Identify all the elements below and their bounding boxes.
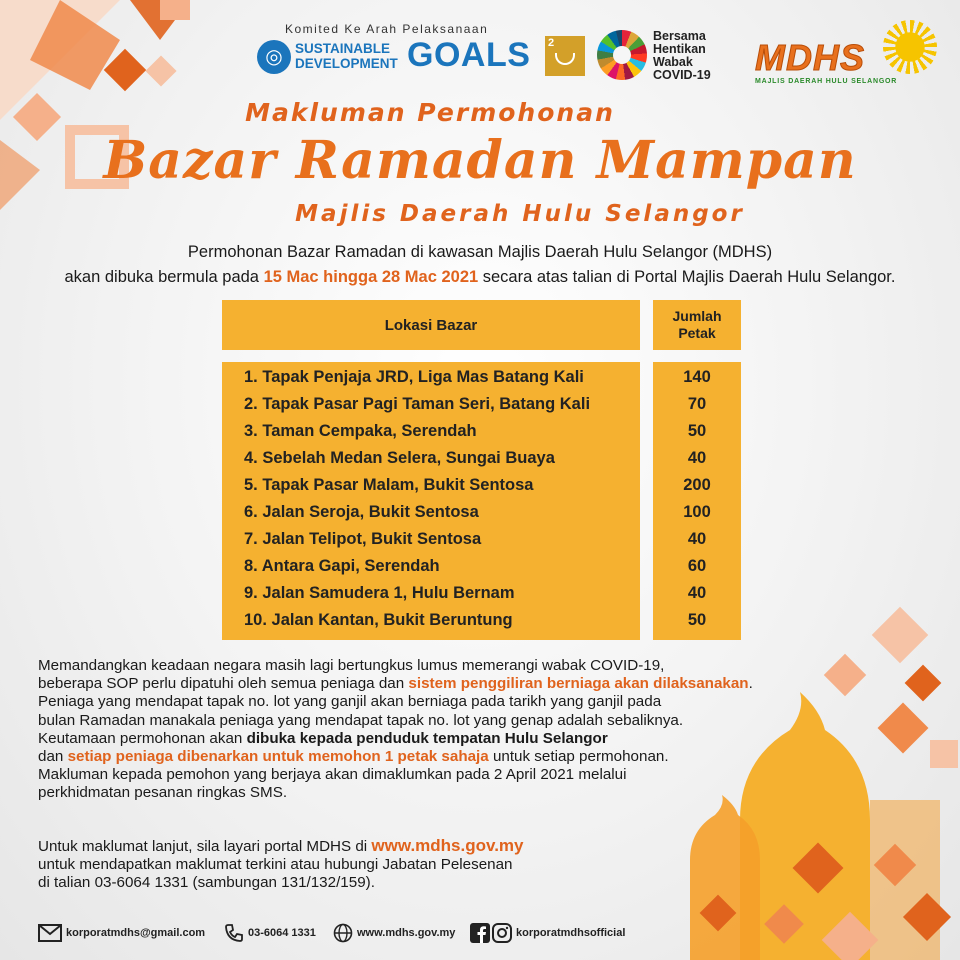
sop-line-2-text: beberapa SOP perlu dipatuhi oleh semua peniaga dan: [38, 675, 409, 693]
footer-website[interactable]: [333, 920, 455, 946]
contact-paragraph: [38, 837, 658, 893]
table-row-location: 8. Antara Gapi, Serendah: [244, 557, 440, 575]
sop-highlight-one-lot: setiap peniaga dibenarkan untuk memohon 1 petak sahaja: [67, 748, 489, 766]
sdg-line-2: DEVELOPMENT: [295, 56, 398, 71]
mdhs-logo: MDHS: [755, 37, 865, 78]
facebook-icon: [470, 923, 490, 943]
table-row-location: 2. Tapak Pasar Pagi Taman Seri, Batang Kali: [244, 395, 591, 413]
sop-line-4: bulan Ramadan manakala peniaga yang mendapat tapak no. lot yang genap adalah sebaliknya.: [38, 711, 684, 729]
table-row-location: 9. Jalan Samudera 1, Hulu Bernam: [244, 584, 515, 602]
sop-line-3: Peniaga yang mendapat tapak no. lot yang ganjil akan berniaga pada tarikh yang ganjil pada: [38, 693, 662, 711]
table-header-count-2: Petak: [678, 325, 716, 341]
covid-line-4: COVID-19: [653, 68, 711, 82]
table-row-count: 70: [687, 395, 707, 413]
mail-icon: [38, 924, 62, 942]
table-row-count: 200: [683, 476, 711, 494]
contact-line-3: di talian 03-6064 1331 (sambungan 131/132/159).: [38, 874, 375, 892]
table-row-location: 5. Tapak Pasar Malam, Bukit Sentosa: [244, 476, 534, 494]
sdg-line-1: SUSTAINABLE: [295, 41, 391, 56]
table-row-location: 6. Jalan Seroja, Bukit Sentosa: [244, 503, 479, 521]
sop-line-2: [38, 675, 838, 693]
mdhs-logo-subtitle: MAJLIS DAERAH HULU SELANGOR: [755, 78, 898, 85]
phone-icon: [224, 923, 244, 943]
table-row-location: 1. Tapak Penjaja JRD, Liga Mas Batang Kali: [244, 368, 584, 386]
footer-website-text: www.mdhs.gov.my: [357, 927, 456, 939]
intro-text-b: secara atas talian di Portal Majlis Daerah Hulu Selangor.: [478, 268, 896, 286]
sop-line-6-text: dan: [38, 748, 68, 766]
footer-phone-text: 03-6064 1331: [248, 927, 316, 939]
intro-line-1: Permohonan Bazar Ramadan di kawasan Majlis Daerah Hulu Selangor (MDHS): [187, 243, 773, 261]
covid-line-1: Bersama: [653, 29, 706, 43]
sop-line-5: [38, 730, 838, 748]
mdhs-sun-icon: [883, 20, 937, 74]
footer-phone[interactable]: [224, 920, 316, 946]
title-bazar-ramadan: Bazar Ramadan Mampan: [103, 130, 857, 191]
sop-line-2-end: .: [748, 675, 753, 693]
footer-social-text: korporatmdhsofficial: [516, 927, 626, 939]
sop-line-8: perkhidmatan pesanan ringkas SMS.: [38, 784, 288, 802]
table-header-count: [653, 300, 741, 350]
covid-campaign-text: [653, 30, 711, 82]
table-row-count: 100: [683, 503, 711, 521]
contact-line-1-text: Untuk maklumat lanjut, sila layari portal MDHS di: [38, 838, 372, 855]
contact-line-1: [38, 837, 658, 856]
sop-line-7: Makluman kepada pemohon yang berjaya akan dimaklumkan pada 2 April 2021 melalui: [38, 766, 627, 784]
footer-social[interactable]: [470, 920, 625, 946]
table-row-count: 140: [683, 368, 711, 386]
intro-paragraph: [0, 240, 960, 290]
footer-email[interactable]: [38, 920, 205, 946]
sdg2-zero-hunger-icon: [545, 36, 585, 76]
sdg-color-wheel-icon: [597, 30, 647, 80]
sdg-wordmark: [295, 41, 398, 71]
footer-email-text: korporatmdhs@gmail.com: [66, 927, 206, 939]
table-count-column: [653, 362, 741, 640]
portal-link[interactable]: www.mdhs.gov.my: [371, 836, 524, 855]
sop-line-6: [38, 748, 838, 766]
title-makluman: Makluman Permohonan: [245, 98, 615, 127]
komited-tagline: Komited Ke Arah Pelaksanaan: [285, 22, 489, 36]
table-row-count: 60: [687, 557, 707, 575]
table-row-count: 40: [687, 530, 707, 548]
un-globe-icon: ◎: [257, 40, 291, 74]
table-row-count: 40: [687, 584, 707, 602]
table-row-location: 7. Jalan Telipot, Bukit Sentosa: [244, 530, 482, 548]
covid-line-3: Wabak: [653, 55, 693, 69]
title-majlis: Majlis Daerah Hulu Selangor: [295, 201, 745, 227]
intro-text-a: akan dibuka bermula pada: [64, 268, 264, 286]
sop-paragraph: [38, 657, 838, 803]
sop-line-1: Memandangkan keadaan negara masih lagi bertungkus lumus memerangi wabak COVID-19,: [38, 657, 665, 674]
table-header-count-1: Jumlah: [672, 308, 722, 324]
table-row-location: 10. Jalan Kantan, Bukit Beruntung: [244, 611, 513, 629]
intro-dates: 15 Mac hingga 28 Mac 2021: [263, 268, 479, 286]
table-row-location: 3. Taman Cempaka, Serendah: [244, 422, 477, 440]
table-row-count: 40: [687, 449, 707, 467]
footer-contacts: [38, 920, 738, 946]
sop-line-5-text: Keutamaan permohonan akan: [38, 729, 247, 747]
intro-line-2: [0, 265, 960, 290]
sop-highlight-rotation: sistem penggiliran berniaga akan dilaksanakan: [408, 675, 749, 693]
covid-line-2: Hentikan: [653, 42, 706, 56]
table-row-location: 4. Sebelah Medan Selera, Sungai Buaya: [244, 449, 555, 467]
table-row-count: 50: [687, 422, 707, 440]
goals-wordmark: GOALS: [407, 36, 531, 74]
globe-icon: [333, 923, 353, 943]
sdg2-number: 2: [548, 37, 555, 49]
table-header-location: Lokasi Bazar: [222, 300, 640, 350]
header-logo-strip: [255, 18, 955, 88]
table-row-count: 50: [687, 611, 707, 629]
contact-line-2: untuk mendapatkan maklumat terkini atau hubungi Jabatan Pelesenan: [38, 856, 513, 874]
bowl-icon: [555, 53, 575, 65]
instagram-icon: [492, 923, 512, 943]
table-location-column: [222, 362, 640, 640]
sop-bold-local-residents: dibuka kepada penduduk tempatan Hulu Selangor: [246, 729, 608, 747]
sop-line-6-end: untuk setiap permohonan.: [488, 748, 669, 766]
